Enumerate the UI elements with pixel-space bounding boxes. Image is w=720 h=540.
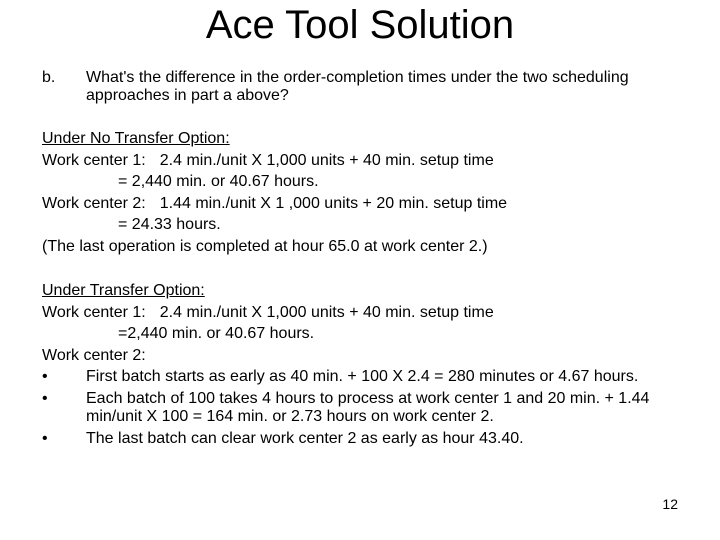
bullet-marker: • (42, 368, 48, 386)
bullet-marker: • (42, 430, 48, 448)
slide-title: Ace Tool Solution (205, 3, 515, 47)
transfer-wc2-label: Work center 2: (42, 346, 146, 364)
bullet-text: Each batch of 100 takes 4 hours to process at work center 1 and 20 min. + 1.44 min/unit X 100 = 164 min. or 2.73 hours on work center 2. (86, 390, 650, 426)
no-transfer-wc2-calc: 1.44 min./unit X 1 ,000 units + 20 min. setup time (159, 194, 508, 212)
bullet-item (42, 388, 702, 428)
transfer-wc1-line (42, 302, 702, 324)
bullet-marker: • (42, 390, 48, 408)
no-transfer-wc1-calc: 2.4 min./unit X 1,000 units + 40 min. setup time (159, 151, 494, 169)
question-text: What's the difference in the order-completion times under the two scheduling approaches in part a above? (86, 69, 629, 104)
transfer-wc1-result: =2,440 min. or 40.67 hours. (118, 325, 315, 343)
question-label: b. (42, 69, 56, 86)
no-transfer-wc1-label: Work center 1: (42, 151, 146, 169)
page-number: 12 (662, 496, 678, 512)
transfer-heading: Under Transfer Option: (42, 282, 205, 299)
transfer-wc1-label: Work center 1: (42, 303, 146, 321)
no-transfer-wc2-result: = 24.33 hours. (118, 216, 221, 234)
bullet-text: First batch starts as early as 40 min. + 100 X 2.4 = 280 minutes or 4.67 hours. (86, 368, 639, 386)
no-transfer-note: (The last operation is completed at hour 65.0 at work center 2.) (42, 237, 488, 255)
no-transfer-wc2-line (42, 193, 702, 215)
bullet-item (42, 366, 702, 388)
bullet-text: The last batch can clear work center 2 as early as hour 43.40. (86, 430, 524, 448)
no-transfer-heading: Under No Transfer Option: (42, 130, 230, 147)
bullet-item (42, 428, 702, 450)
no-transfer-section (42, 128, 702, 258)
transfer-section (42, 280, 702, 450)
no-transfer-wc2-label: Work center 2: (42, 194, 146, 212)
transfer-wc1-calc: 2.4 min./unit X 1,000 units + 40 min. setup time (159, 303, 494, 321)
no-transfer-wc1-line (42, 150, 702, 172)
no-transfer-wc1-result: = 2,440 min. or 40.67 hours. (118, 173, 319, 191)
